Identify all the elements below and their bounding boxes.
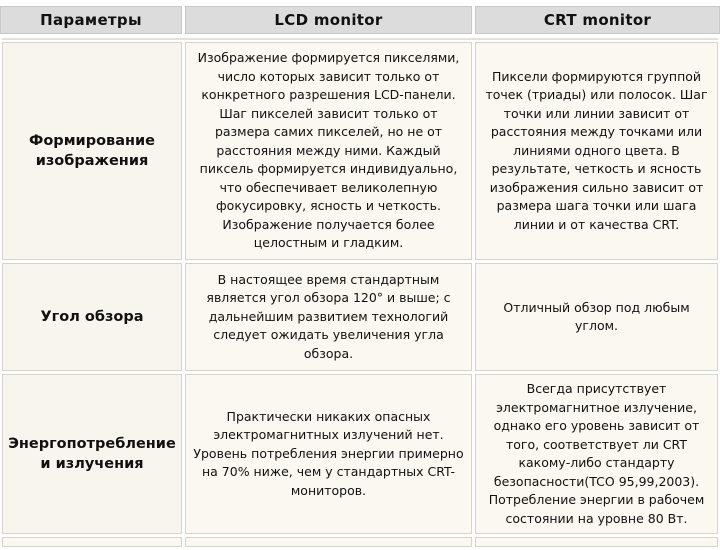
header-lcd-monitor: LCD monitor (185, 6, 472, 34)
header-divider (2, 38, 718, 40)
crt-cell-empty (475, 537, 718, 547)
header-parameters: Параметры (0, 6, 182, 34)
header-crt-monitor: CRT monitor (475, 6, 720, 34)
lcd-cell: Изображение формируется пикселями, число которых зависит только от конкретного разрешения LCD-панели. Шаг пикселей зависит только от размера самих пикселей, но не от расстояния между ними. Каждый пиксель формируется индивидуально, что обеспечивает великолепную фокусировку, ясность и четкость. Изображение получается более целостным и гладким. (185, 42, 472, 260)
table-row (2, 374, 718, 534)
table-header (0, 6, 720, 34)
table-row (2, 263, 718, 371)
crt-cell: Отличный обзор под любым углом. (475, 263, 718, 371)
crt-cell: Пиксели формируются группой точек (триады) или полосок. Шаг точки или линии зависит от расстояния между точками или линиями одного цвета. В результате, четкость и ясность изображения сильно зависит от размера шага точки или шага линии и от качества CRT. (475, 42, 718, 260)
param-cell: Формирование изображения (2, 42, 182, 260)
table-row (2, 42, 718, 260)
param-cell-empty (2, 537, 182, 547)
param-cell: Энергопотребление и излучения (2, 374, 182, 534)
param-cell: Угол обзора (2, 263, 182, 371)
lcd-cell-empty (185, 537, 472, 547)
crt-cell: Всегда присутствует электромагнитное излучение, однако его уровень зависит от того, соответствует ли CRT какому-либо стандарту безопасности(TCO 95,99,2003). Потребление энергии в рабочем состоянии на уровне 80 Вт. (475, 374, 718, 534)
lcd-cell: В настоящее время стандартным является угол обзора 120° и выше; с дальнейшим развитием технологий следует ожидать увеличения угла обзора. (185, 263, 472, 371)
table-row-partial (2, 537, 718, 547)
comparison-table (2, 42, 718, 550)
lcd-cell: Практически никаких опасных электромагнитных излучений нет. Уровень потребления энергии примерно на 70% ниже, чем у стандартных CRT-мониторов. (185, 374, 472, 534)
